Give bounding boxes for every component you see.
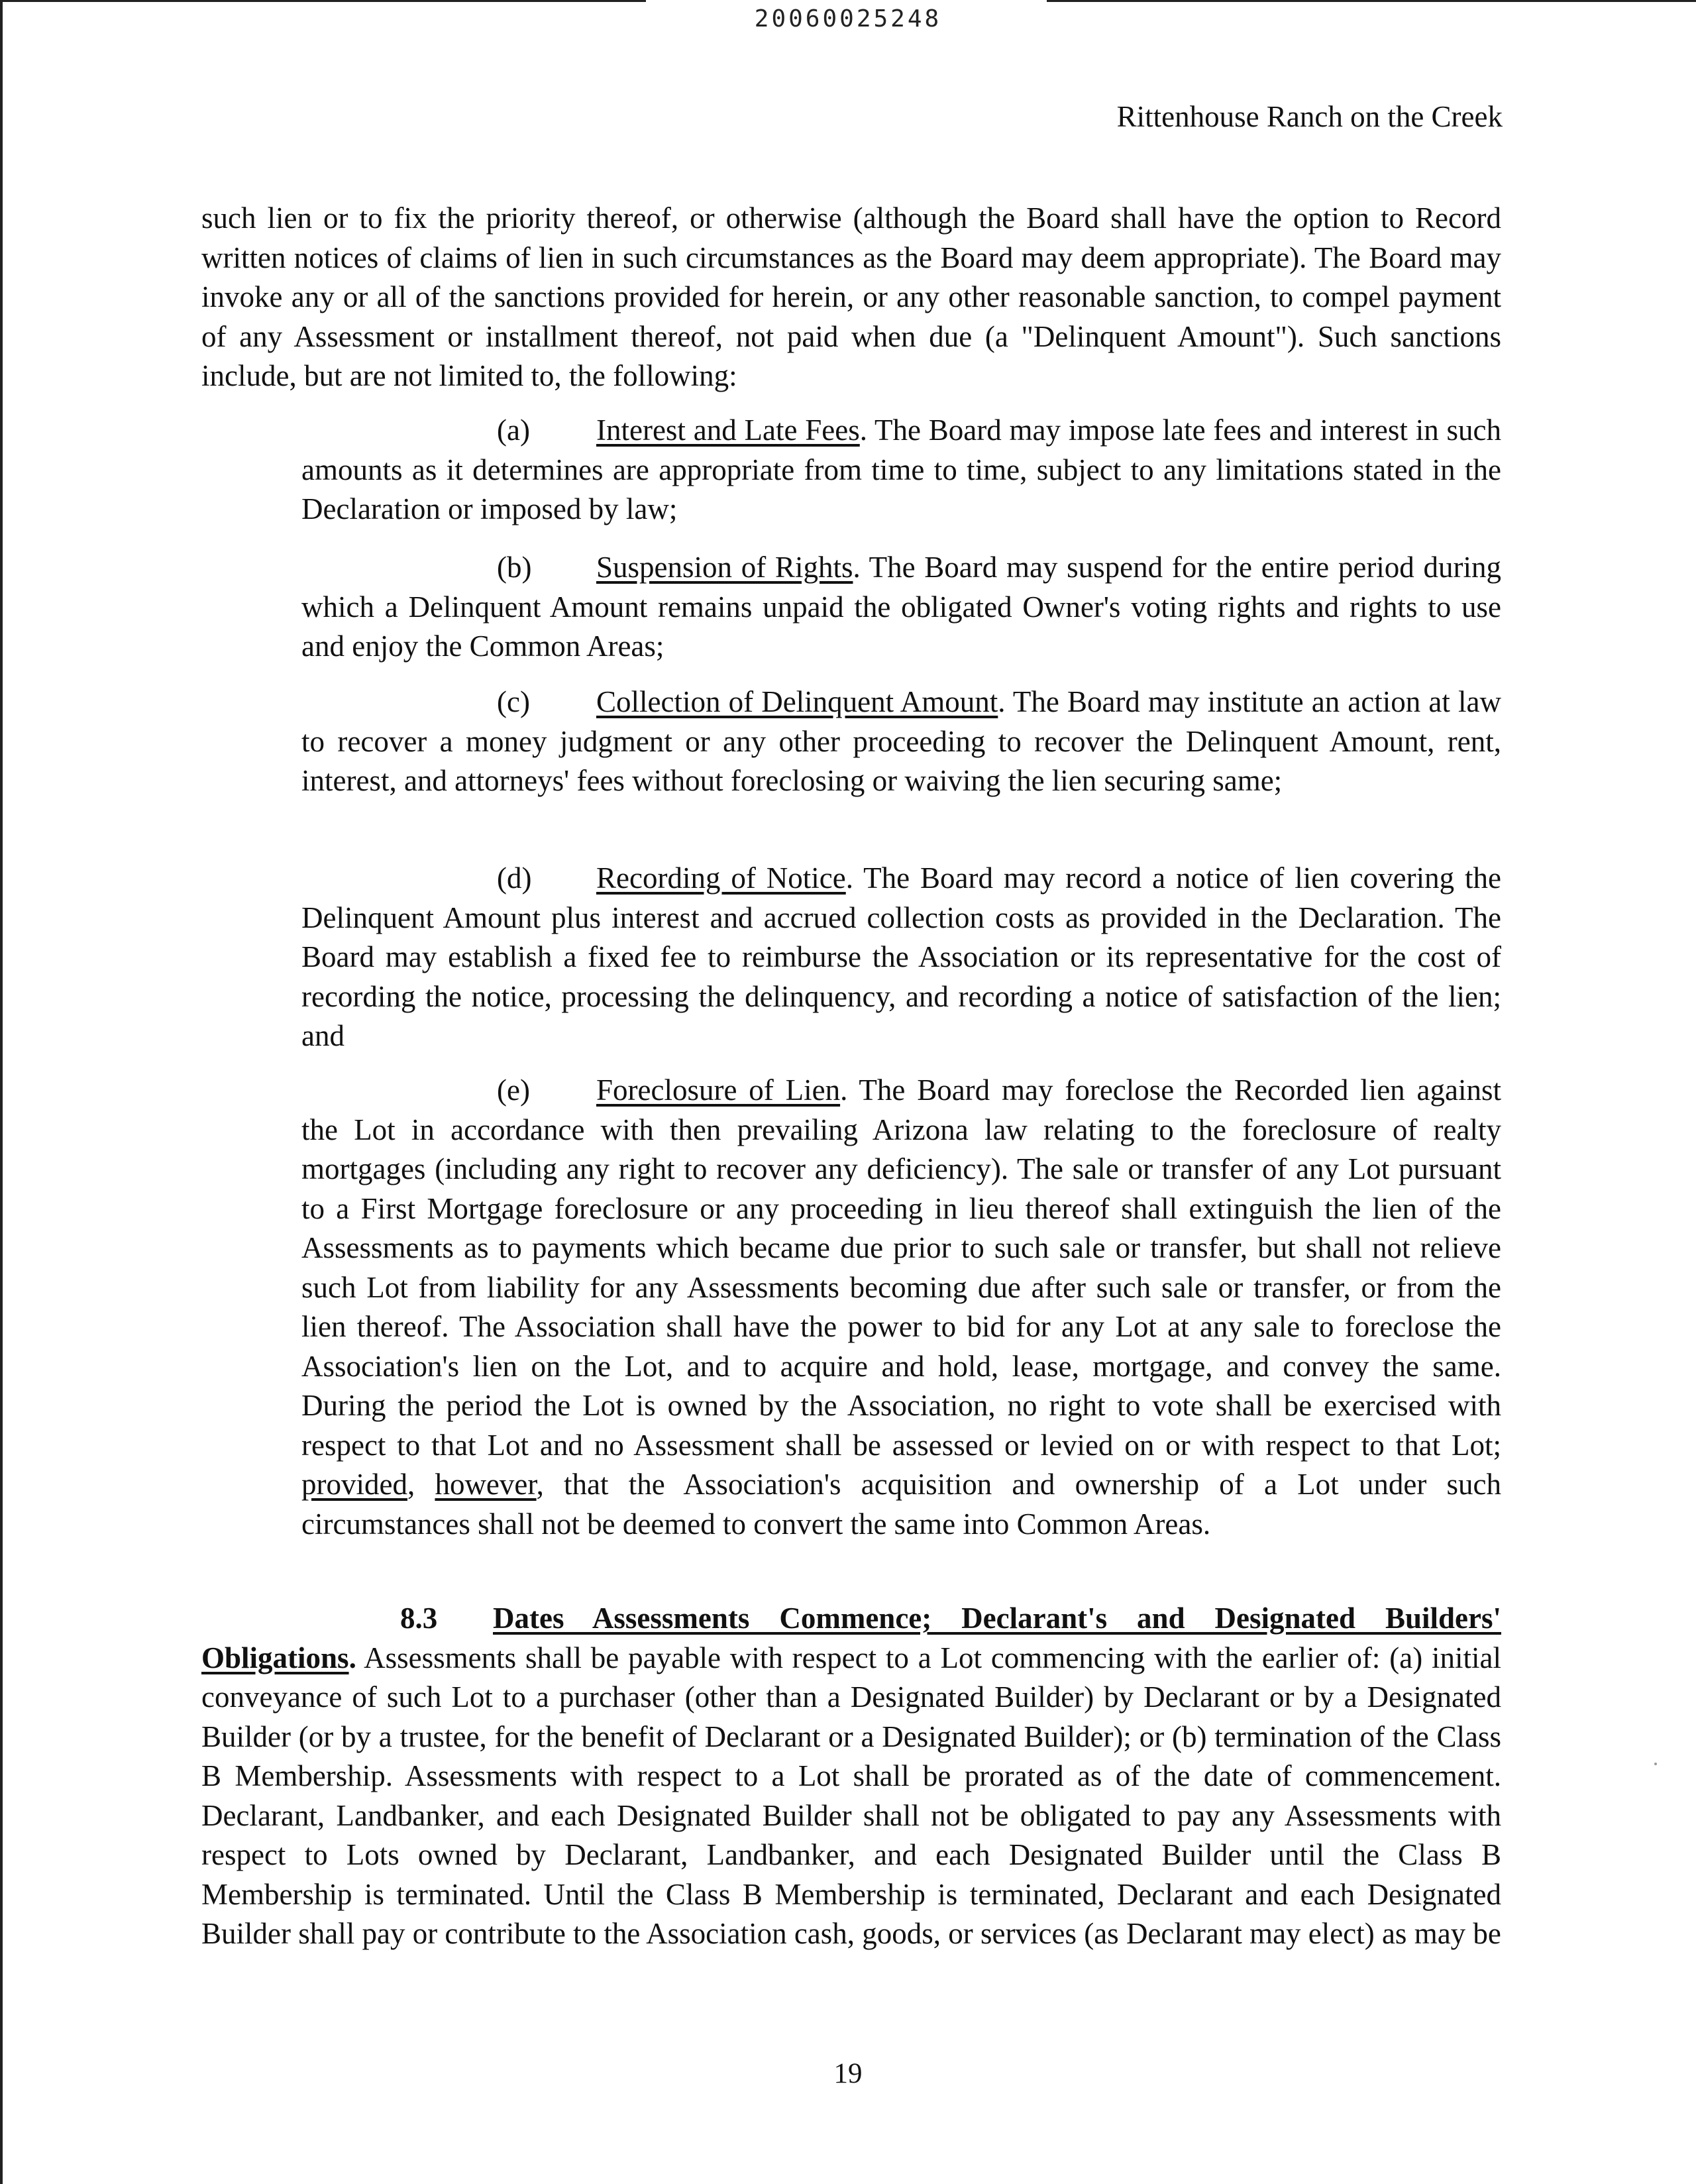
recording-number: 20060025248 xyxy=(754,5,942,32)
subsection-b-title: Suspension of Rights xyxy=(596,551,853,584)
scan-top-rule-left xyxy=(0,0,646,2)
intro-paragraph xyxy=(201,199,1501,396)
section-8-3-text: Assessments shall be payable with respect to a Lot commencing with the earlier of: (a) initial conveyance of such Lot to a purchaser (other than a Designated Builder) by Declarant or by a Designated Builder (or by a trustee, for the benefit of Declarant or a Designated Builder); or (b) termination of the Class B Membership. Assessments with respect to a Lot shall be prorated as of the date of commencement. Declarant, Landbanker, and each Designated Builder shall not be obligated to pay any Assessments with respect to Lots owned by Declarant, Landbanker, and each Designated Builder until the Class B Membership is terminated. Until the Class B Membership is terminated, Declarant and each Designated Builder shall pay or contribute to the Association cash, goods, or services (as Declarant may elect) as may be xyxy=(201,1641,1501,1950)
subsection-e xyxy=(301,1071,1501,1544)
subsection-d-title: Recording of Notice xyxy=(596,861,846,895)
subsection-e-proviso-however: however xyxy=(435,1468,537,1501)
subsection-b xyxy=(301,548,1501,667)
section-8-3-title: Dates Assessments Commence; Declarant's and Designated Builders' Obligations xyxy=(201,1602,1501,1674)
running-header: Rittenhouse Ranch on the Creek xyxy=(1116,100,1503,133)
scan-top-rule-right xyxy=(1047,0,1696,2)
subsection-c-title: Collection of Delinquent Amount xyxy=(596,685,998,718)
subsection-e-text-end: , that the Association's acquisition and ownership of a Lot under such circumstances shall not be deemed to convert the same into Common Areas. xyxy=(301,1468,1502,1541)
subsection-d xyxy=(301,859,1501,1056)
subsection-b-label: (b) xyxy=(497,551,532,584)
intro-text: such lien or to fix the priority thereof, or otherwise (although the Board shall have the option to Record written notices of claims of lien in such circumstances as the Board may deem appropriate). The Board may invoke any or all of the sanctions provided for herein, or any other reasonable sanction, to compel payment of any Assessment or installment thereof, not paid when due (a "Delinquent Amount"). Such sanctions include, but are not limited to, the following: xyxy=(201,201,1501,392)
section-8-3-number: 8.3 xyxy=(400,1602,438,1635)
subsection-d-label: (d) xyxy=(497,861,532,895)
scan-left-border xyxy=(0,0,3,2184)
subsection-c xyxy=(301,682,1501,801)
subsection-e-proviso-sep: , xyxy=(407,1468,435,1501)
subsection-a-title: Interest and Late Fees xyxy=(596,413,860,447)
subsection-e-text: . The Board may foreclose the Recorded lien against the Lot in accordance with then prevailing Arizona law relating to the foreclosure of realty mortgages (including any right to recover any deficiency). The sale or transfer of any Lot pursuant to a First Mortgage foreclosure or any proceeding in lieu thereof shall extinguish the lien of the Assessments as to payments which became due prior to such sale or transfer, but shall not relieve such Lot from liability for any Assessments becoming due after such sale or transfer, or from the lien thereof. The Association shall have the power to bid for any Lot at any sale to foreclose the Association's lien on the Lot, and to acquire and hold, lease, mortgage, and convey the same. During the period the Lot is owned by the Association, no right to vote shall be exercised with respect to that Lot and no Assessment shall be assessed or levied on or with respect to that Lot; xyxy=(301,1073,1501,1462)
subsection-e-title: Foreclosure of Lien xyxy=(596,1073,841,1107)
subsection-e-proviso-provided: provided xyxy=(301,1468,407,1501)
subsection-a-text: . The Board may impose late fees and interest in such amounts as it determines are appropriate from time to time, subject to any limitations stated in the Declaration or imposed by law; xyxy=(301,413,1501,525)
subsection-c-label: (c) xyxy=(497,685,530,718)
subsection-b-text: . The Board may suspend for the entire period during which a Delinquent Amount remains unpaid the obligated Owner's voting rights and rights to use and enjoy the Common Areas; xyxy=(301,551,1501,663)
scan-speck xyxy=(1654,1763,1657,1765)
subsection-d-text: . The Board may record a notice of lien covering the Delinquent Amount plus interest and accrued collection costs as provided in the Declaration. The Board may establish a fixed fee to reimburse the Association or its representative for the cost of recording the notice, processing the delinquency, and recording a notice of satisfaction of the lien; and xyxy=(301,861,1502,1052)
section-8-3 xyxy=(201,1599,1501,1954)
subsection-c-text: . The Board may institute an action at law to recover a money judgment or any other proceeding to recover the Delinquent Amount, rent, interest, and attorneys' fees without foreclosing or waiving the lien securing same; xyxy=(301,685,1501,797)
subsection-a xyxy=(301,411,1501,529)
subsection-e-label: (e) xyxy=(497,1073,530,1107)
page-number: 19 xyxy=(833,2058,863,2089)
subsection-a-label: (a) xyxy=(497,413,530,447)
section-8-3-title-period: . xyxy=(348,1641,356,1674)
